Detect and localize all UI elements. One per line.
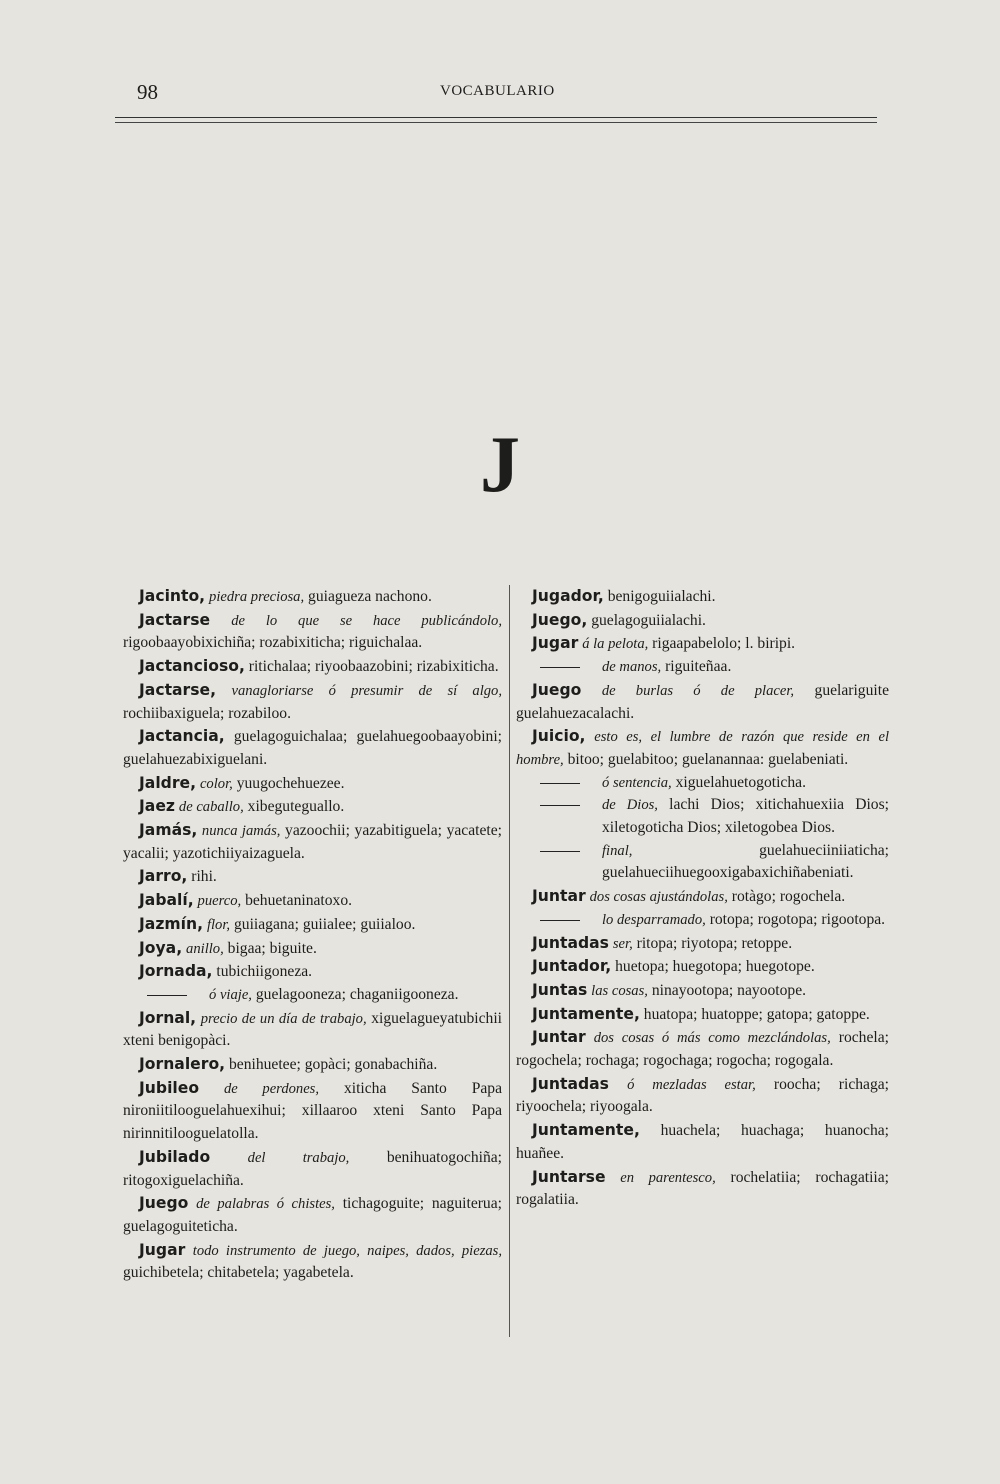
- gloss-note: todo instrumento de juego, naipes, dados, piezas,: [192, 1242, 503, 1259]
- dictionary-entry: [123, 609, 502, 655]
- translation: xibeguteguallo.: [247, 798, 345, 816]
- dictionary-entry: [516, 885, 889, 909]
- gloss-note: de manos,: [602, 659, 662, 676]
- dictionary-entry: [123, 585, 502, 609]
- dictionary-entry: [123, 1239, 502, 1285]
- translation: rochela; rogochela; rochaga; rogochaga; rogocha; rogogala.: [516, 1029, 889, 1070]
- translation: guelagoguichalaa; guelahuegoobaayobini; guelahuezabixiguelani.: [123, 728, 502, 768]
- dictionary-subentry: [123, 984, 502, 1007]
- dictionary-entry: [516, 1003, 889, 1027]
- headword: Jornalero,: [139, 1055, 226, 1074]
- translation: huachela; huachaga; huanocha; huañee.: [516, 1122, 889, 1162]
- gloss-note: ó mezladas estar,: [627, 1076, 756, 1093]
- translation: yazoochii; yazabitiguela; yacatete; yacalii; yazotichiiyaizaguela.: [123, 822, 502, 862]
- gloss-note: vanagloriarse ó presumir de sí algo,: [231, 682, 502, 699]
- translation: guichibetela; chitabetela; yagabetela.: [123, 1264, 354, 1282]
- headword: Juego: [139, 1194, 189, 1213]
- dictionary-entry: [123, 865, 502, 889]
- page-header: [115, 80, 877, 104]
- dictionary-entry: [516, 609, 889, 633]
- dictionary-subentry: [516, 656, 889, 679]
- headword: Jamás,: [139, 821, 198, 840]
- dictionary-entry: [516, 632, 889, 656]
- running-title: VOCABULARIO: [440, 83, 555, 99]
- dictionary-entry: [123, 725, 502, 771]
- translation: xiticha Santo Papa nironiitilooguelahuexihui; xillaaroo xteni Santo Papa nirinnitilooguelatolla.: [123, 1079, 503, 1143]
- gloss-note: color,: [199, 775, 233, 792]
- translation: rochiibaxiguela; rozabiloo.: [123, 704, 292, 722]
- dictionary-entry: [516, 1026, 889, 1072]
- headword: Jazmín,: [139, 914, 204, 933]
- headword: Juntadas: [532, 933, 609, 952]
- gloss-note: final,: [602, 842, 633, 859]
- translation: rochelatiia; rochagatiia; rogalatiia.: [516, 1168, 889, 1209]
- dictionary-entry: [123, 795, 502, 819]
- translation: benihuetee; gopàci; gonabachiña.: [228, 1056, 438, 1074]
- headword: Jactancioso,: [139, 657, 245, 676]
- gloss-note: esto es, el lumbre de razón que reside en el hombre,: [516, 729, 889, 768]
- translation: guiiagana; guiialee; guiialoo.: [233, 915, 416, 933]
- gloss-note: flor,: [206, 916, 231, 933]
- dictionary-subentry: [516, 772, 889, 795]
- gloss-note: de perdones,: [223, 1080, 320, 1097]
- repeat-dash: [540, 920, 580, 921]
- headword: Jactarse: [139, 610, 211, 629]
- dictionary-entry: [123, 1077, 502, 1146]
- section-letter: J: [480, 421, 520, 509]
- headword: Jabalí,: [139, 891, 194, 910]
- repeat-dash: [540, 805, 580, 806]
- translation: lachi Dios; xitichahuexiia Dios; xiletogoticha Dios; xiletogobea Dios.: [602, 796, 889, 837]
- headword: Jarro,: [139, 867, 188, 886]
- gloss-note: dos cosas ajustándolas,: [589, 889, 728, 906]
- translation: yuugochehuezee.: [236, 774, 345, 792]
- left-column: [123, 585, 502, 1285]
- translation: rigoobaayobixichiña; rozabixiticha; riguichalaa.: [123, 634, 423, 652]
- dictionary-entry: [516, 725, 889, 771]
- gloss-note: de lo que se hace publicándolo,: [231, 612, 503, 629]
- dictionary-entry: [516, 979, 889, 1003]
- dictionary-entry: [516, 1166, 889, 1212]
- header-rule: [115, 117, 877, 118]
- headword: Jaldre,: [139, 773, 197, 792]
- dictionary-entry: [516, 955, 889, 979]
- dictionary-entry: [123, 655, 502, 679]
- gloss-note: anillo,: [186, 940, 224, 957]
- headword: Juntar: [532, 1028, 586, 1047]
- headword: Jaez: [139, 797, 175, 816]
- dictionary-entry: [123, 1007, 502, 1053]
- translation: huatopa; huatoppe; gatopa; gatoppe.: [643, 1005, 870, 1023]
- headword: Juntar: [532, 887, 586, 906]
- translation: tubichiigoneza.: [216, 963, 313, 981]
- right-column: [516, 585, 889, 1212]
- column-divider: [509, 585, 510, 1337]
- dictionary-entry: [516, 932, 889, 956]
- translation: rihi.: [191, 868, 217, 886]
- dictionary-entry: [123, 937, 502, 961]
- gloss-note: del trabajo,: [247, 1149, 350, 1166]
- dictionary-subentry: [516, 909, 889, 932]
- translation: rigaapabelolo; l. biripi.: [652, 635, 796, 653]
- translation: benigoguiialachi.: [607, 588, 716, 605]
- gloss-note: precio de un día de trabajo,: [200, 1010, 367, 1027]
- gloss-note: de burlas ó de placer,: [601, 682, 795, 699]
- translation: guelagoguiialachi.: [591, 611, 706, 629]
- dictionary-entry: [123, 960, 502, 984]
- dictionary-entry: [123, 1053, 502, 1077]
- headword: Jornada,: [139, 962, 213, 981]
- translation: ritichalaa; riyoobaazobini; rizabixiticha.: [248, 658, 499, 676]
- translation: tichagoguite; naguiterua; guelagoguiteticha.: [123, 1195, 502, 1235]
- headword: Juntamente,: [532, 1004, 640, 1023]
- headword: Jubilado: [139, 1147, 211, 1166]
- dictionary-entry: [123, 889, 502, 913]
- gloss-note: ser,: [612, 935, 633, 952]
- translation: roocha; richaga; riyoochela; riyoogala.: [516, 1075, 890, 1116]
- headword: Juntador,: [532, 957, 612, 976]
- gloss-note: de palabras ó chistes,: [196, 1196, 335, 1213]
- gloss-note: ó viaje,: [209, 986, 252, 1003]
- translation: behuetaninatoxo.: [245, 892, 353, 910]
- gloss-note: de Dios,: [602, 797, 658, 814]
- translation: guiagueza nachono.: [308, 588, 432, 605]
- dictionary-subentry: [516, 840, 889, 885]
- headword: Jugar: [139, 1240, 186, 1259]
- dictionary-entry: [123, 1192, 502, 1238]
- gloss-note: lo desparramado,: [602, 911, 706, 928]
- dictionary-entry: [123, 819, 502, 865]
- translation: guelahueciiniiaticha; guelahueciihuegooxigabaxichiñabeniati.: [602, 841, 889, 882]
- translation: ritopa; riyotopa; retoppe.: [636, 934, 793, 952]
- headword: Jornal,: [139, 1008, 197, 1027]
- headword: Juego: [532, 680, 582, 699]
- dictionary-entry: [516, 1073, 889, 1119]
- gloss-note: de caballo,: [178, 799, 244, 816]
- headword: Jactancia,: [139, 727, 225, 746]
- translation: xiguelahuetogoticha.: [675, 773, 806, 791]
- headword: Juntarse: [532, 1167, 606, 1186]
- headword: Jacinto,: [139, 587, 206, 605]
- gloss-note: á la pelota,: [582, 636, 649, 653]
- headword: Juntadas: [532, 1074, 609, 1093]
- translation: ninayootopa; nayootope.: [651, 981, 807, 999]
- gloss-note: nunca jamás,: [201, 823, 281, 840]
- translation: bitoo; guelabitoo; guelanannaa: guelabeniati.: [567, 750, 849, 768]
- translation: xiguelagueyatubichii xteni benigopàci.: [123, 1009, 503, 1050]
- dictionary-entry: [123, 913, 502, 937]
- headword: Jugar: [532, 634, 579, 653]
- headword: Jactarse,: [139, 680, 217, 699]
- gloss-note: ó sentencia,: [602, 774, 672, 791]
- translation: rotàgo; rogochela.: [731, 888, 846, 906]
- repeat-dash: [540, 667, 580, 668]
- dictionary-entry: [516, 1119, 889, 1165]
- gloss-note: en parentesco,: [620, 1169, 716, 1186]
- dictionary-entry: [123, 1146, 502, 1192]
- translation: rotopa; rogotopa; rigootopa.: [709, 910, 886, 928]
- page-number: 98: [137, 80, 158, 104]
- translation: bigaa; biguite.: [227, 939, 317, 957]
- gloss-note: las cosas,: [591, 982, 648, 999]
- headword: Joya,: [139, 938, 183, 957]
- translation: guelariguite guelahuezacalachi.: [516, 681, 889, 722]
- gloss-note: piedra preciosa,: [209, 589, 305, 605]
- repeat-dash: [147, 995, 187, 996]
- repeat-dash: [540, 783, 580, 784]
- translation: guelagooneza; chaganiigooneza.: [255, 985, 459, 1003]
- dictionary-subentry: [516, 794, 889, 839]
- headword: Jubileo: [139, 1078, 200, 1097]
- dictionary-entry: [516, 679, 889, 725]
- repeat-dash: [540, 851, 580, 852]
- headword: Juicio,: [532, 727, 586, 746]
- dictionary-entry: [516, 585, 889, 609]
- gloss-note: puerco,: [197, 893, 242, 910]
- headword: Juntas: [532, 980, 588, 999]
- dictionary-entry: [123, 679, 502, 725]
- headword: Jugador,: [532, 587, 604, 605]
- translation: benihuatogochiña; ritogoxiguelachiña.: [123, 1148, 502, 1189]
- translation: huetopa; huegotopa; huegotope.: [615, 958, 815, 976]
- translation: riguiteñaa.: [665, 658, 732, 676]
- gloss-note: dos cosas ó más como mezclándolas,: [593, 1030, 831, 1047]
- dictionary-entry: [123, 772, 502, 796]
- header-rule-thin: [115, 122, 877, 123]
- headword: Juego,: [532, 610, 588, 629]
- headword: Juntamente,: [532, 1121, 640, 1140]
